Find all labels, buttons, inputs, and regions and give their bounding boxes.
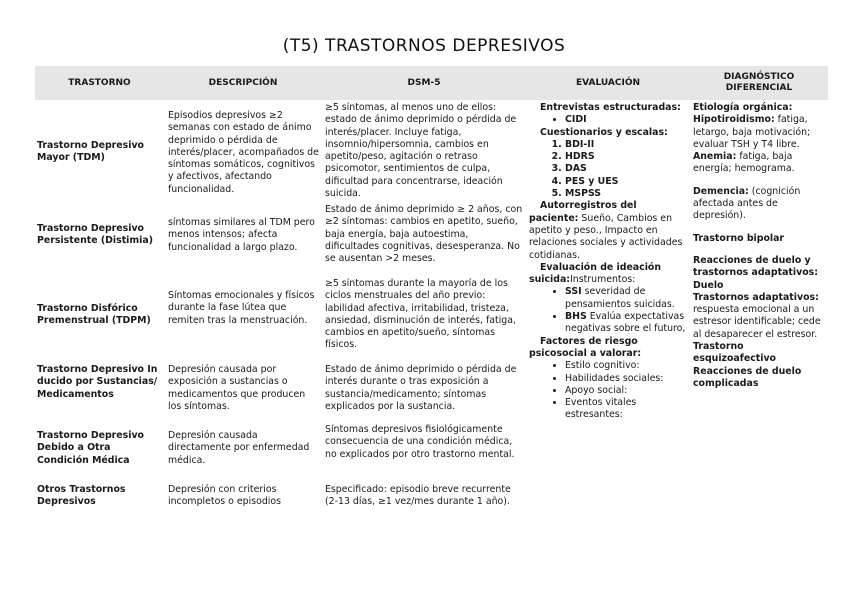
dd-hipotiroidismo: Hipotiroidismo: fatiga, letargo, baja motivación; evaluar TSH y T4 libre. xyxy=(693,114,811,150)
eval-list-cuestionarios xyxy=(529,139,689,200)
dd-duelo: Duelo xyxy=(693,279,724,291)
list-item: • Apoyo social: xyxy=(565,385,689,397)
eval-section-title: Evaluación de ideación suicida: xyxy=(529,261,662,286)
eval-section-title: Autorregistros del paciente: xyxy=(529,200,637,224)
row-4-dsm: Estado de ánimo deprimido o pérdida de interés durante o tras exposición a sustancia/medicamento; síntomas explicados por la sustancia. xyxy=(325,364,517,412)
eval-list-entrevistas xyxy=(529,114,689,126)
eval-section-cuestionarios xyxy=(529,127,689,139)
list-item: • SSI severidad de pensamientos suicidas. xyxy=(565,286,689,311)
dd-esquizoafectivo: Trastorno esquizoafectivo xyxy=(693,341,777,365)
list-item: 4. PES y UES xyxy=(565,176,689,188)
dd-adaptativos: Trastornos adaptativos: respuesta emocional a un estresor identificable; cede al desaparecer el estresor. xyxy=(693,291,821,340)
row-2-descripcion: síntomas similares al TDM pero menos intensos; afecta funcionalidad a largo plazo. xyxy=(168,217,315,253)
diagnostico-column xyxy=(693,102,825,390)
row-3-trastorno: Trastorno Disfórico Premenstrual (TDPM) xyxy=(37,303,151,327)
dd-duelo-title: Reacciones de duelo y trastornos adaptativos: xyxy=(693,254,818,279)
list-item: 1. BDI-II xyxy=(565,139,689,151)
list-item: • Habilidades sociales: xyxy=(565,373,689,385)
row-4-descripcion: Depresión causada por exposición a sustancias o medicamentos que producen los síntomas. xyxy=(168,364,306,412)
list-item: • Eventos vitales estresantes: xyxy=(565,397,689,422)
header-descripcion: DESCRIPCIÓN xyxy=(208,77,278,88)
row-1-descripcion: Episodios depresivos ≥2 semanas con estado de ánimo deprimido o pérdida de interés/placer, acompañados de síntomas somáticos, cognitivos y afectivos, afectando funcionalidad. xyxy=(168,110,319,195)
row-2-dsm: Estado de ánimo deprimido ≥ 2 años, con ≥2 síntomas: cambios en apetito, sueño, baja energía, baja autoestima, dificultades cognitivas, desesperanza. No se ausentan >2 meses. xyxy=(325,204,523,265)
row-5-dsm: Síntomas depresivos fisiológicamente consecuencia de una condición médica, no explicados por otro trastorno mental. xyxy=(325,424,515,460)
row-5-descripcion: Depresión causada directamente por enfermedad médica. xyxy=(168,430,310,466)
header-diagnostico: DIAGNÓSTICO DIFERENCIAL xyxy=(723,72,795,93)
eval-section-autorregistros xyxy=(529,200,689,261)
row-6-dsm: Especificado: episodio breve recurrente (2-13 días, ≥1 vez/mes durante 1 año). xyxy=(325,484,511,508)
header-dsm: DSM-5 xyxy=(407,77,441,88)
eval-list-ideacion xyxy=(529,286,689,335)
row-3-dsm: ≥5 síntomas durante la mayoría de los ciclos menstruales del año previo: labilidad afectiva, irritabilidad, tristeza, ansiedad, disminución de interés, fatiga, cambios en apetito/sueño, síntomas físicos. xyxy=(325,278,516,351)
dd-bipolar: Trastorno bipolar xyxy=(693,232,785,244)
evaluacion-column xyxy=(529,102,689,422)
header-evaluacion: EVALUACIÓN xyxy=(575,77,640,88)
list-item: • Estilo cognitivo: xyxy=(565,360,689,372)
list-item: 3. DAS xyxy=(565,163,689,175)
row-5-trastorno: Trastorno Depresivo Debido a Otra Condición Médica xyxy=(37,430,144,466)
list-item: 5. MSPSS xyxy=(565,188,689,200)
eval-section-title: Entrevistas estructuradas: xyxy=(539,102,681,113)
dd-duelo-complicado: Reacciones de duelo complicadas xyxy=(693,365,802,389)
row-6-trastorno: Otros Trastornos Depresivos xyxy=(37,484,126,508)
dd-etiologia: Etiología orgánica: xyxy=(693,102,793,113)
eval-section-text: Instrumentos: xyxy=(570,274,636,286)
row-6-descripcion: Depresión con criterios incompletos o episodios xyxy=(168,484,282,508)
dd-demencia: Demencia: (cognición afectada antes de depresión). xyxy=(693,185,801,222)
list-item: • CIDI xyxy=(565,114,689,126)
dd-anemia: Anemia: fatiga, baja energía; hemograma. xyxy=(693,151,795,175)
eval-section-title: Factores de riesgo psicosocial a valorar: xyxy=(529,335,642,359)
list-item: 2. HDRS xyxy=(565,151,689,163)
row-2-trastorno: Trastorno Depresivo Persistente (Distimia) xyxy=(37,223,153,247)
row-1-dsm: ≥5 síntomas, al menos uno de ellos: estado de ánimo deprimido o pérdida de interés/placer. Incluye fatiga, insomnio/hipersomnia, cambios en apetito/peso, agitación o retraso psicomotor, sentimientos de culpa, dificultad para concentrarse, ideación suicida. xyxy=(325,102,517,200)
eval-section-factores xyxy=(529,336,689,361)
page-title: (T5) TRASTORNOS DEPRESIVOS xyxy=(282,36,566,56)
eval-section-title: Cuestionarios y escalas: xyxy=(539,126,668,138)
eval-section-entrevistas xyxy=(529,102,689,114)
row-1-trastorno: Trastorno Depresivo Mayor (TDM) xyxy=(37,140,144,164)
eval-section-text: Sueño, Cambios en apetito y peso., Impacto en relaciones sociales y actividades cotidianas. xyxy=(529,212,683,261)
header-trastorno: TRASTORNO xyxy=(68,77,131,88)
eval-list-factores xyxy=(529,360,689,421)
row-4-trastorno: Trastorno Depresivo Inducido por Sustancias/Medicamentos xyxy=(37,364,158,400)
row-3-descripcion: Síntomas emocionales y físicos durante la fase lútea que remiten tras la menstruación. xyxy=(168,290,315,326)
eval-section-ideacion xyxy=(529,262,689,287)
list-item: • BHS Evalúa expectativas negativas sobre el futuro, xyxy=(565,311,689,336)
